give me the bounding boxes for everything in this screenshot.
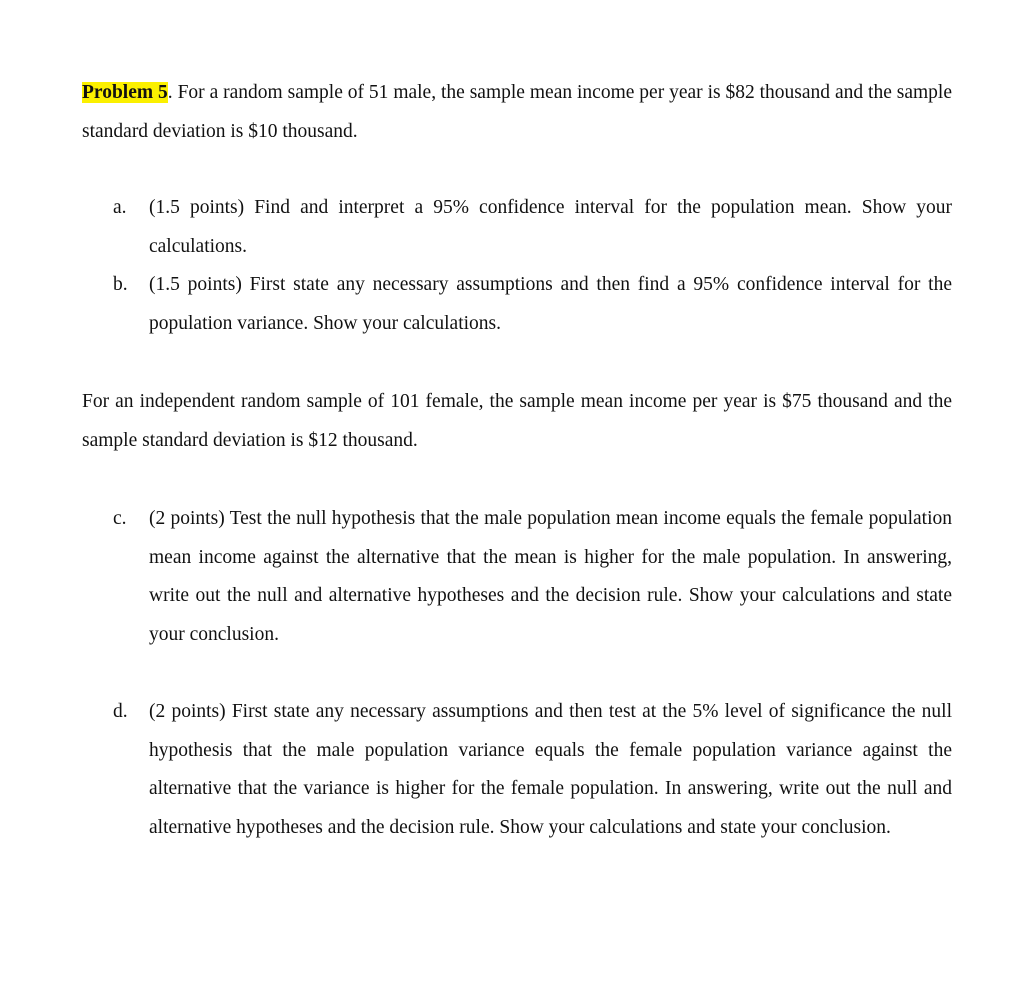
problem-intro-text: . For a random sample of 51 male, the sample mean income per year is $82 thousand and the sample standard deviation is $10 thousand. <box>82 82 952 142</box>
part-a-text: (1.5 points) Find and interpret a 95% confidence interval for the population mean. Show your calculations. <box>149 197 952 257</box>
part-a <box>82 189 952 266</box>
part-d <box>82 693 952 847</box>
part-b <box>82 266 952 343</box>
part-b-text: (1.5 points) First state any necessary assumptions and then find a 95% confidence interval for the population variance. Show your calculations. <box>149 274 952 334</box>
part-c-text: (2 points) Test the null hypothesis that the male population mean income equals the female population mean income against the alternative that the mean is higher for the male population. In answering, write out the null and alternative hypotheses and the decision rule. Show your calculations and state your conclusion. <box>149 508 952 645</box>
problem-intro <box>82 74 952 151</box>
part-c-marker: c. <box>113 508 127 529</box>
part-b-marker: b. <box>113 274 128 295</box>
problem-label: Problem 5 <box>82 82 168 103</box>
part-d-marker: d. <box>113 701 128 722</box>
part-a-marker: a. <box>113 197 127 218</box>
document-page <box>82 74 952 847</box>
part-d-text: (2 points) First state any necessary assumptions and then test at the 5% level of significance the null hypothesis that the male population variance equals the female population variance against the alternative that the variance is higher for the female population. In answering, write out the null and alternative hypotheses and the decision rule. Show your calculations and state your conclusion. <box>149 701 952 838</box>
part-c <box>82 500 952 654</box>
second-paragraph: For an independent random sample of 101 female, the sample mean income per year is $75 thousand and the sample standard deviation is $12 thousand. <box>82 391 952 451</box>
parts-a-b-list <box>82 189 952 343</box>
